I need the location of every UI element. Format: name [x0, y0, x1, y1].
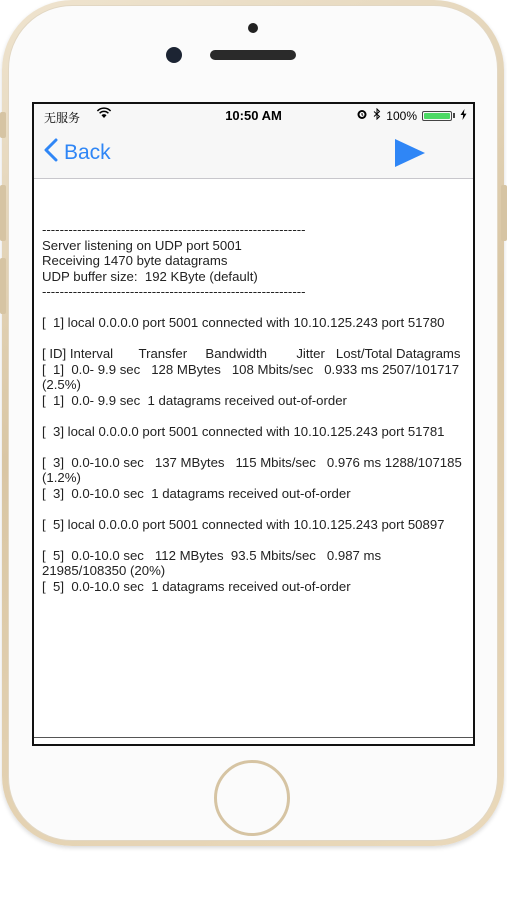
output-line [42, 501, 467, 517]
iperf-output-text [42, 222, 467, 594]
output-line: [ 3] 0.0-10.0 sec 137 MBytes 115 Mbits/sec 0.976 ms 1288/107185 (1.2%) [42, 454, 466, 485]
output-line [42, 532, 467, 548]
power-button [501, 185, 507, 241]
play-icon[interactable] [393, 138, 427, 168]
output-line: [ 3] 0.0-10.0 sec 1 datagrams received out-of-order [42, 485, 351, 501]
phone-screen [32, 102, 475, 746]
output-line: Server listening on UDP port 5001 [42, 237, 242, 253]
output-line: [ 5] 0.0-10.0 sec 1 datagrams received out-of-order [42, 578, 351, 594]
battery-nub [453, 113, 455, 118]
output-line: ------------------------------------------------------------ [42, 284, 306, 299]
carrier-label: 无服务 [44, 111, 81, 125]
navigation-bar [34, 128, 473, 179]
battery-fill [424, 113, 450, 119]
back-label: Back [64, 141, 111, 164]
charging-icon [460, 109, 467, 123]
app-screen [34, 104, 473, 744]
output-line: [ 1] local 0.0.0.0 port 5001 connected with 10.10.125.243 port 51780 [42, 315, 445, 330]
earpiece-speaker [210, 50, 296, 60]
output-line: Receiving 1470 byte datagrams [42, 253, 228, 268]
output-line [42, 439, 467, 455]
volume-down-button [0, 258, 6, 314]
output-line [42, 408, 467, 424]
output-line: [ ID] Interval Transfer Bandwidth Jitter Lost/Total Datagrams [42, 346, 461, 361]
output-line: UDP buffer size: 192 KByte (default) [42, 268, 258, 284]
output-line [42, 300, 467, 316]
back-button[interactable] [44, 138, 111, 168]
output-line [42, 331, 467, 347]
status-right-group [356, 108, 467, 123]
volume-up-button [0, 185, 6, 241]
battery-percent: 100% [386, 108, 417, 123]
alarm-icon [356, 108, 368, 123]
output-line: ------------------------------------------------------------ [42, 222, 306, 237]
status-bar [34, 104, 473, 128]
bottom-divider [34, 737, 473, 738]
chevron-left-icon [44, 138, 58, 168]
output-line: [ 1] 0.0- 9.9 sec 128 MBytes 108 Mbits/sec 0.933 ms 2507/101717 (2.5%) [42, 361, 463, 392]
output-line: [ 5] 0.0-10.0 sec 112 MBytes 93.5 Mbits/sec 0.987 ms 21985/108350 (20%) [42, 547, 385, 578]
bluetooth-icon [373, 108, 381, 123]
proximity-sensor [248, 23, 258, 33]
output-line: [ 1] 0.0- 9.9 sec 1 datagrams received out-of-order [42, 392, 347, 408]
status-time: 10:50 AM [225, 108, 282, 123]
home-button[interactable] [214, 760, 290, 836]
battery-icon [422, 111, 452, 121]
mute-switch [0, 112, 6, 138]
front-camera [166, 47, 182, 63]
output-line: [ 5] local 0.0.0.0 port 5001 connected with 10.10.125.243 port 50897 [42, 516, 445, 532]
output-line: [ 3] local 0.0.0.0 port 5001 connected with 10.10.125.243 port 51781 [42, 423, 445, 439]
